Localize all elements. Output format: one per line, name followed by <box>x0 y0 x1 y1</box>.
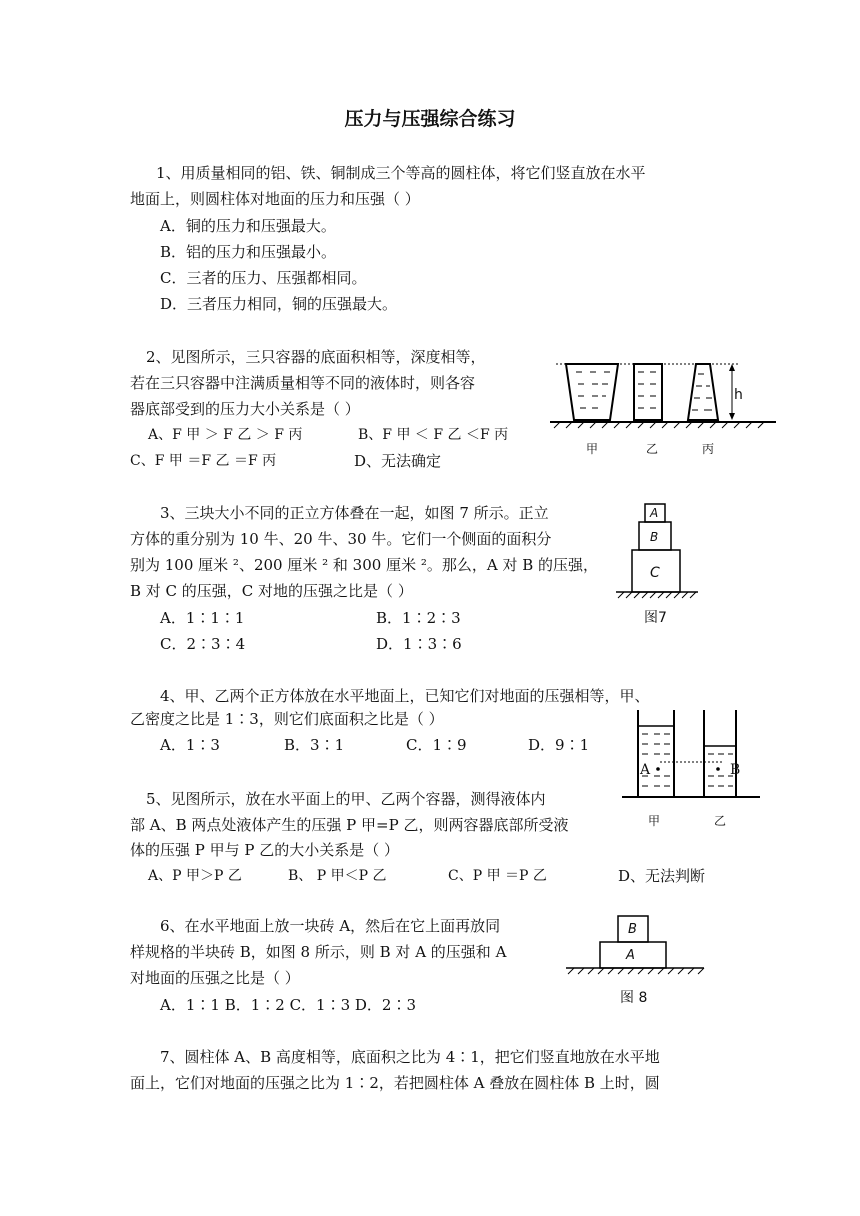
q3-line1: 3、三块大小不同的正立方体叠在一起，如图 7 所示。正立 <box>160 504 549 522</box>
q2-line3: 器底部受到的压力大小关系是（ ） <box>130 400 360 418</box>
q2-label-jia: 甲 <box>586 442 599 456</box>
q6-line1: 6、在水平地面上放一块砖 A，然后在它上面再放同 <box>160 917 501 935</box>
q1-option-c: C．三者的压力、压强都相同。 <box>160 269 367 287</box>
q4-option-c: C．1∶9 <box>406 736 467 754</box>
q6-line3: 对地面的压强之比是（ ） <box>130 969 300 987</box>
q3-option-d: D．1∶3∶6 <box>376 635 462 653</box>
q3-option-a: A．1∶1∶1 <box>160 609 245 627</box>
page-title: 压力与压强综合练习 <box>344 108 516 130</box>
q1-option-b: B．铝的压力和压强最小。 <box>160 243 337 261</box>
q2-option-a: A、F 甲 ＞ F 乙 ＞ F 丙 <box>148 427 303 443</box>
q4-option-a: A．1∶3 <box>160 736 220 754</box>
q5-label-yi: 乙 <box>714 814 727 828</box>
q1-line1: 1、用质量相同的铝、铁、铜制成三个等高的圆柱体，将它们竖直放在水平 <box>156 164 646 182</box>
q5-option-a: A、P 甲＞P 乙 <box>148 868 242 884</box>
q6-options: A．1∶1 B．1∶2 C．1∶3 D．2∶3 <box>160 996 417 1014</box>
q2-option-c: C、F 甲 ＝F 乙 ＝F 丙 <box>130 453 277 469</box>
q6-line2: 样规格的半块砖 B，如图 8 所示，则 B 对 A 的压强和 A <box>130 943 507 961</box>
q2-option-b: B、F 甲 ＜ F 乙 ＜F 丙 <box>358 427 509 443</box>
q5-containers-figure <box>618 706 762 806</box>
q5-point-a-label: A <box>640 762 651 778</box>
q6-brick-b-label: B <box>628 922 637 937</box>
q6-brick-a-label: A <box>626 948 635 963</box>
q2-containers-figure <box>546 358 776 458</box>
q5-label-jia: 甲 <box>648 814 661 828</box>
q5-option-c: C、P 甲 ＝P 乙 <box>448 868 547 884</box>
q1-option-d: D．三者压力相同，铜的压强最大。 <box>160 295 398 313</box>
q3-option-c: C．2∶3∶4 <box>160 635 246 653</box>
q3-cube-b-label: B <box>650 530 659 544</box>
q2-h-label: h <box>734 387 743 403</box>
q3-figure-caption: 图7 <box>644 610 667 626</box>
q2-label-yi: 乙 <box>646 442 659 456</box>
q4-line1: 4、甲、乙两个正方体放在水平地面上，已知它们对地面的压强相等，甲、 <box>160 687 650 705</box>
q7-line1: 7、圆柱体 A、B 高度相等，底面积之比为 4∶1，把它们竖直地放在水平地 <box>160 1048 660 1066</box>
q1-line2: 地面上，则圆柱体对地面的压力和压强（ ） <box>130 190 420 208</box>
q2-option-d: D、无法确定 <box>354 452 442 470</box>
q6-bricks-figure <box>562 910 712 976</box>
q4-option-d: D．9∶1 <box>528 736 590 754</box>
q1-option-a: A．铜的压力和压强最大。 <box>160 217 336 235</box>
q5-line3: 体的压强 P 甲与 P 乙的大小关系是（ ） <box>130 841 400 859</box>
q5-line2: 部 A、B 两点处液体产生的压强 P 甲=P 乙，则两容器底部所受液 <box>130 816 569 834</box>
q3-cube-a-label: A <box>650 506 659 520</box>
q4-line2: 乙密度之比是 1∶3，则它们底面积之比是（ ） <box>130 710 444 728</box>
q2-line2: 若在三只容器中注满质量相等不同的液体时，则各容 <box>130 374 476 392</box>
q5-option-d: D、无法判断 <box>618 867 706 885</box>
q3-line4: B 对 C 的压强，C 对地的压强之比是（ ） <box>130 582 413 600</box>
q2-line1: 2、见图所示，三只容器的底面积相等，深度相等， <box>146 348 486 366</box>
q3-cube-c-label: C <box>650 565 660 581</box>
q6-figure-caption: 图 8 <box>620 990 648 1006</box>
q3-option-b: B．1∶2∶3 <box>376 609 461 627</box>
q5-point-b-label: B <box>730 762 741 778</box>
q4-option-b: B．3∶1 <box>284 736 345 754</box>
q3-line3: 别为 100 厘米 ²、200 厘米 ² 和 300 厘米 ²。那么，A 对 B 的压强， <box>130 556 599 574</box>
q5-option-b: B、 P 甲＜P 乙 <box>288 868 387 884</box>
q7-line2: 面上，它们对地面的压强之比为 1∶2，若把圆柱体 A 叠放在圆柱体 B 上时，圆 <box>130 1074 660 1092</box>
q3-line2: 方体的重分别为 10 牛、20 牛、30 牛。它们一个侧面的面积分 <box>130 530 552 548</box>
q2-label-bing: 丙 <box>702 442 715 456</box>
q5-line1: 5、见图所示，放在水平面上的甲、乙两个容器，测得液体内 <box>146 790 546 808</box>
